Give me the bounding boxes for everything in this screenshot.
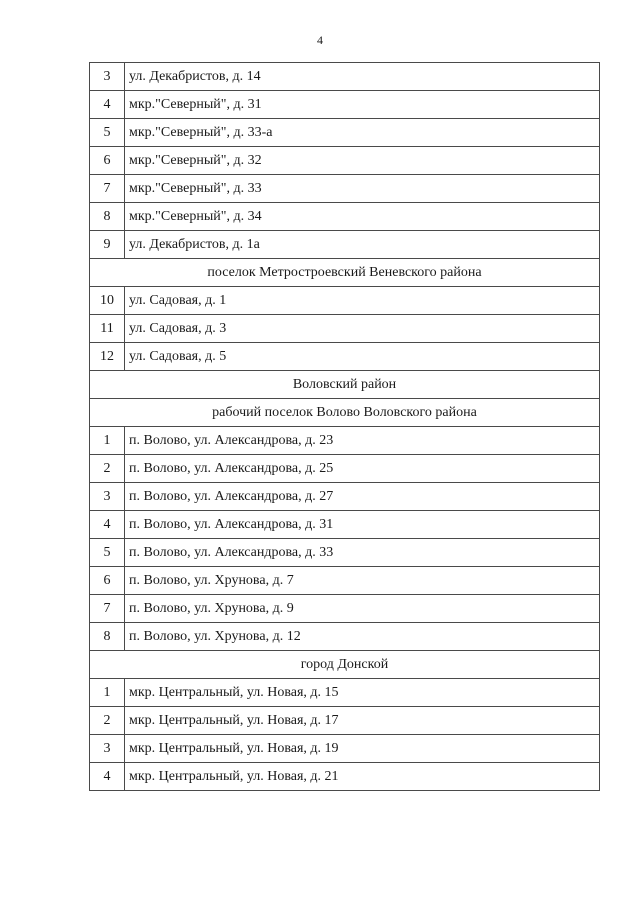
table-row (90, 91, 600, 119)
table-row (90, 539, 600, 567)
table-row (90, 63, 600, 91)
section-title: город Донской (90, 651, 600, 679)
row-number: 2 (90, 455, 125, 483)
row-address: п. Волово, ул. Александрова, д. 31 (125, 511, 600, 539)
table-row (90, 679, 600, 707)
row-address: п. Волово, ул. Хрунова, д. 9 (125, 595, 600, 623)
table-row (90, 623, 600, 651)
row-address: ул. Декабристов, д. 1а (125, 231, 600, 259)
row-number: 6 (90, 147, 125, 175)
page-number: 4 (317, 33, 323, 47)
row-number: 8 (90, 623, 125, 651)
row-number: 5 (90, 119, 125, 147)
row-number: 4 (90, 91, 125, 119)
section-row (90, 399, 600, 427)
row-address: мкр."Северный", д. 31 (125, 91, 600, 119)
row-address: п. Волово, ул. Александрова, д. 27 (125, 483, 600, 511)
row-number: 1 (90, 427, 125, 455)
row-number: 4 (90, 511, 125, 539)
table-row (90, 511, 600, 539)
row-number: 2 (90, 707, 125, 735)
row-number: 3 (90, 63, 125, 91)
row-number: 9 (90, 231, 125, 259)
row-number: 1 (90, 679, 125, 707)
row-number: 7 (90, 595, 125, 623)
row-address: мкр."Северный", д. 34 (125, 203, 600, 231)
row-address: мкр."Северный", д. 32 (125, 147, 600, 175)
section-title: Воловский район (90, 371, 600, 399)
row-address: ул. Садовая, д. 1 (125, 287, 600, 315)
table-row (90, 707, 600, 735)
row-address: ул. Декабристов, д. 14 (125, 63, 600, 91)
table-row (90, 119, 600, 147)
row-address: п. Волово, ул. Александрова, д. 25 (125, 455, 600, 483)
row-number: 10 (90, 287, 125, 315)
section-row (90, 371, 600, 399)
row-number: 7 (90, 175, 125, 203)
table-row (90, 147, 600, 175)
section-row (90, 651, 600, 679)
section-title: поселок Метростроевский Веневского района (90, 259, 600, 287)
row-address: ул. Садовая, д. 5 (125, 343, 600, 371)
row-address: мкр."Северный", д. 33 (125, 175, 600, 203)
row-address: мкр."Северный", д. 33-а (125, 119, 600, 147)
table-row (90, 483, 600, 511)
section-row (90, 259, 600, 287)
row-number: 3 (90, 735, 125, 763)
table-row (90, 315, 600, 343)
row-number: 5 (90, 539, 125, 567)
row-number: 4 (90, 763, 125, 791)
row-address: мкр. Центральный, ул. Новая, д. 15 (125, 679, 600, 707)
table-row (90, 595, 600, 623)
row-number: 3 (90, 483, 125, 511)
table-row (90, 287, 600, 315)
row-address: п. Волово, ул. Хрунова, д. 12 (125, 623, 600, 651)
address-table-body (90, 63, 600, 791)
table-row (90, 343, 600, 371)
row-address: мкр. Центральный, ул. Новая, д. 19 (125, 735, 600, 763)
row-address: п. Волово, ул. Хрунова, д. 7 (125, 567, 600, 595)
table-row (90, 427, 600, 455)
address-table (89, 62, 600, 791)
row-number: 6 (90, 567, 125, 595)
row-address: ул. Садовая, д. 3 (125, 315, 600, 343)
table-row (90, 735, 600, 763)
row-address: п. Волово, ул. Александрова, д. 33 (125, 539, 600, 567)
table-row (90, 567, 600, 595)
section-title: рабочий поселок Волово Воловского района (90, 399, 600, 427)
table-row (90, 231, 600, 259)
row-address: мкр. Центральный, ул. Новая, д. 17 (125, 707, 600, 735)
table-row (90, 455, 600, 483)
table-row (90, 203, 600, 231)
row-address: мкр. Центральный, ул. Новая, д. 21 (125, 763, 600, 791)
row-number: 11 (90, 315, 125, 343)
table-row (90, 175, 600, 203)
table-row (90, 763, 600, 791)
row-address: п. Волово, ул. Александрова, д. 23 (125, 427, 600, 455)
row-number: 12 (90, 343, 125, 371)
row-number: 8 (90, 203, 125, 231)
